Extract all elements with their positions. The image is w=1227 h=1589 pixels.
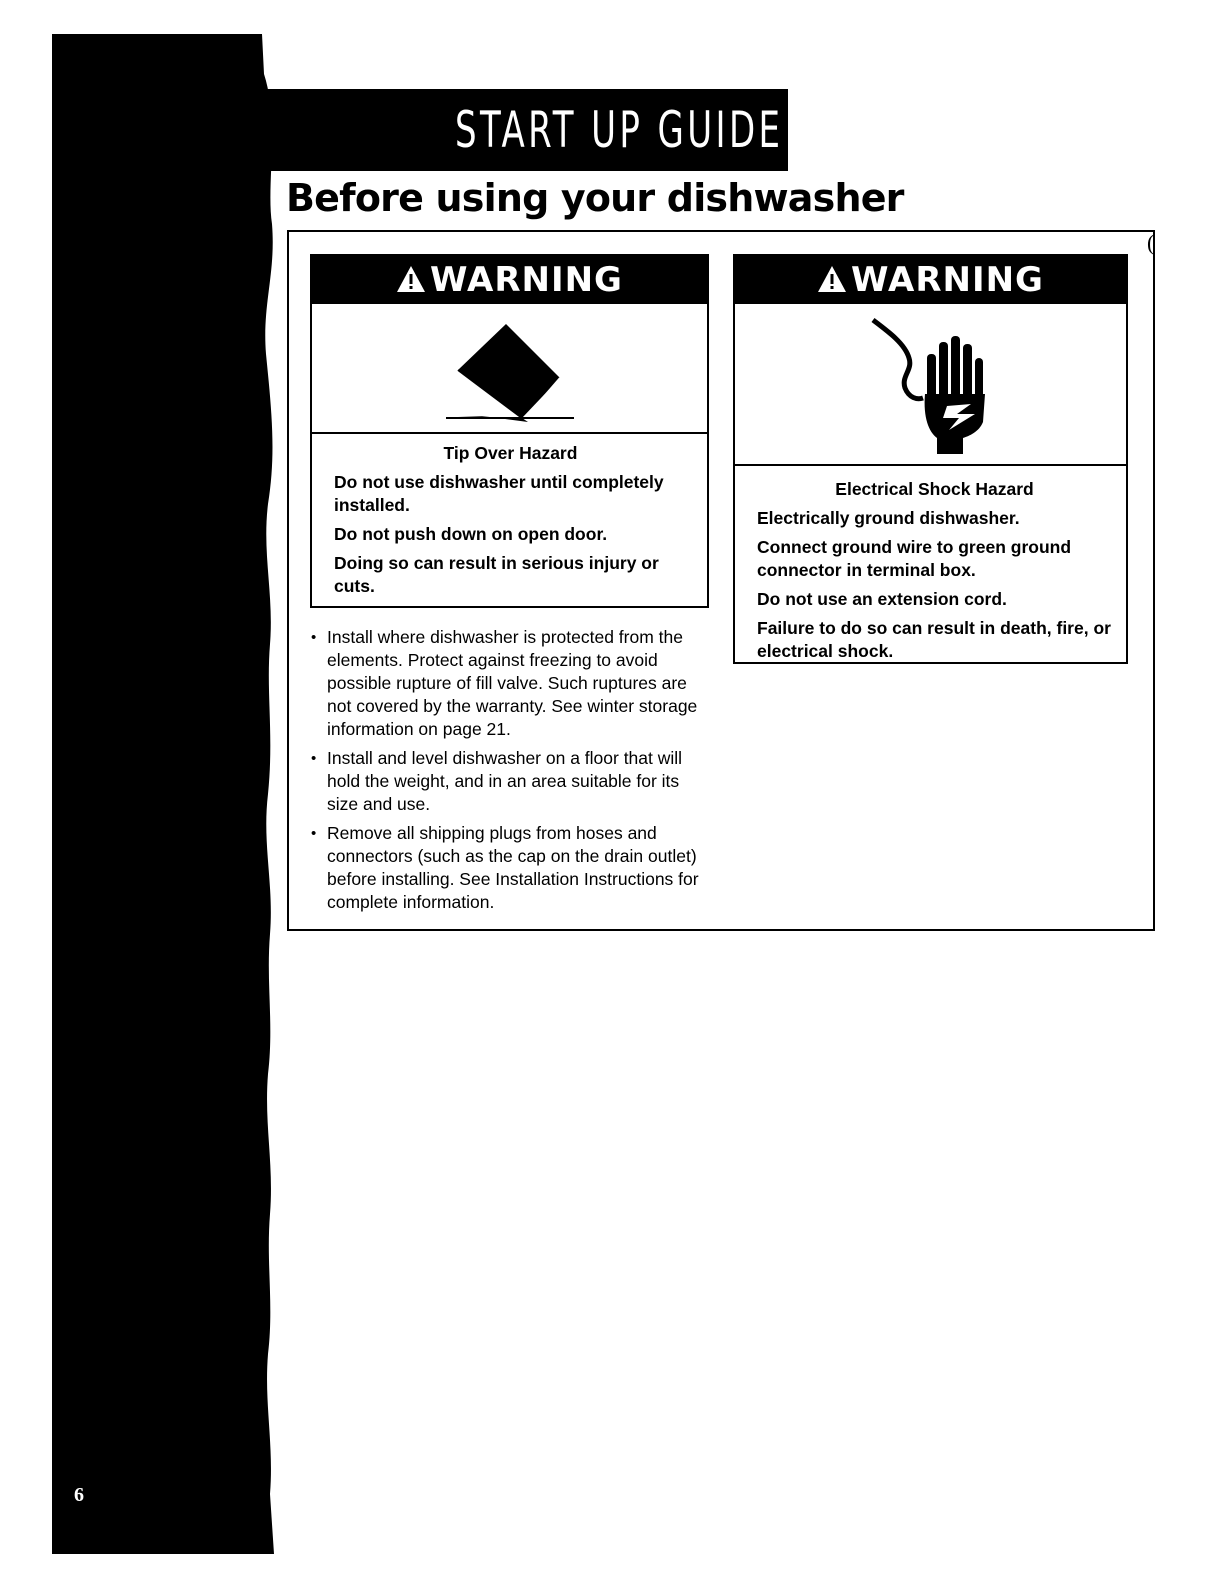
bullet-icon: •	[311, 825, 317, 842]
warning-header	[312, 256, 707, 304]
warning-line: Connect ground wire to green ground connector in terminal box.	[757, 537, 1072, 580]
warning-line: Do not push down on open door.	[334, 524, 608, 544]
warning-box-tip-over	[310, 254, 709, 608]
list-item	[310, 822, 710, 914]
edge-mark: (	[1147, 230, 1155, 255]
list-item	[310, 747, 710, 816]
warning-line: Electrically ground dishwasher.	[757, 508, 1020, 528]
page-number: 6	[74, 1484, 84, 1506]
list-item	[310, 626, 710, 741]
warning-line: Do not use an extension cord.	[757, 589, 1007, 609]
warning-label: WARNING	[851, 260, 1044, 300]
pictogram-area	[312, 304, 707, 434]
bullet-icon: •	[311, 629, 317, 646]
section-title: START UP GUIDE	[455, 101, 784, 159]
instruction-list	[310, 626, 710, 920]
pictogram-area	[735, 304, 1126, 466]
warning-text	[735, 466, 1126, 663]
hazard-title: Tip Over Hazard	[443, 443, 578, 463]
warning-text	[312, 434, 707, 598]
warning-box-electrical-shock	[733, 254, 1128, 664]
warning-label: WARNING	[430, 260, 623, 300]
alert-triangle-icon	[396, 265, 426, 293]
side-band	[52, 34, 274, 1554]
electrical-shock-hazard-icon	[865, 314, 1005, 459]
list-item-text: Install where dishwasher is protected from the elements. Protect against freezing to avoid possible rupture of fill valve. Such ruptures are not covered by the warranty. See winter storage information on page 21.	[327, 627, 698, 739]
warning-line: Failure to do so can result in death, fire, or electrical shock.	[757, 618, 1111, 661]
warning-header	[735, 256, 1126, 304]
list-item-text: Remove all shipping plugs from hoses and connectors (such as the cap on the drain outlet) before installing. See Installation Instructions for complete information.	[327, 823, 699, 912]
hazard-title: Electrical Shock Hazard	[835, 479, 1034, 499]
list-item-text: Install and level dishwasher on a floor that will hold the weight, and in an area suitable for its size and use.	[327, 748, 683, 814]
tip-over-hazard-icon	[442, 318, 582, 428]
warning-line: Doing so can result in serious injury or cuts.	[334, 553, 659, 596]
alert-triangle-icon	[817, 265, 847, 293]
warning-line: Do not use dishwasher until completely installed.	[334, 472, 664, 515]
bullet-icon: •	[311, 750, 317, 767]
page-heading: Before using your dishwasher	[286, 176, 904, 220]
